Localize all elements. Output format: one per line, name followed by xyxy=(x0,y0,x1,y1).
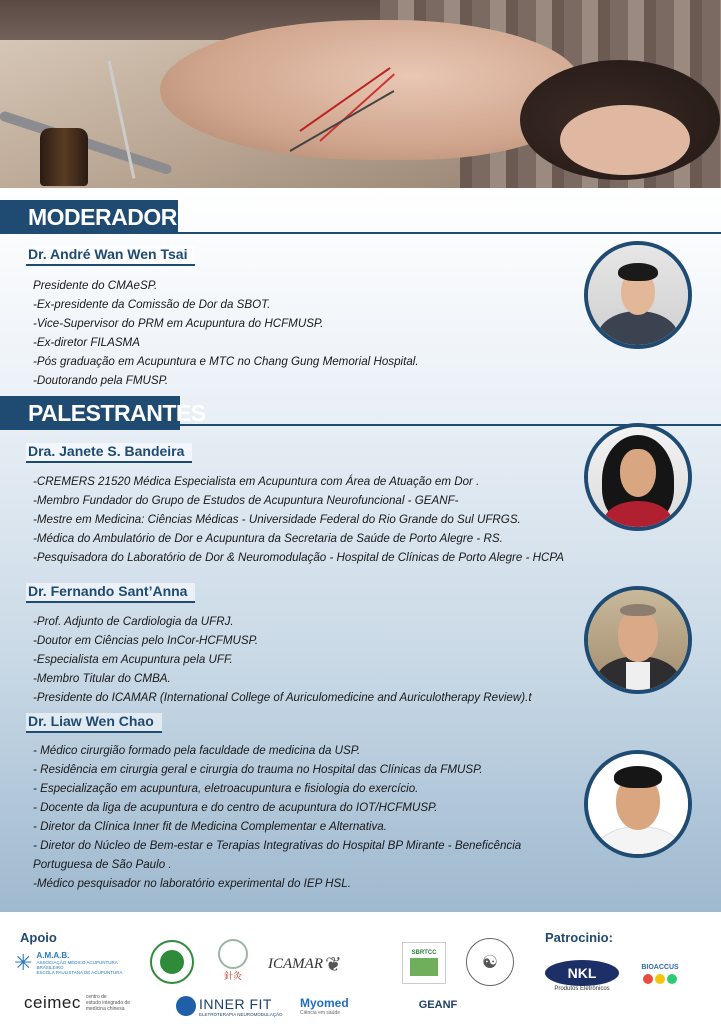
moderator-name: Dr. André Wan Wen Tsai xyxy=(26,246,195,266)
bio-line: - Especialização em acupuntura, eletroacupuntura e fisiologia do exercício. xyxy=(33,782,419,795)
bio-line: -CREMERS 21520 Médica Especialista em Acupuntura com Área de Atuação em Dor . xyxy=(33,475,480,488)
sbrtcc-logo: SBRTCC xyxy=(402,942,446,984)
moderator-bio xyxy=(33,276,419,390)
bio-line: -Membro Titular do CMBA. xyxy=(33,672,171,685)
chinese-characters: 針灸 xyxy=(223,970,242,981)
star-icon: ✳ xyxy=(14,950,33,975)
bio-line: -Prof. Adjunto de Cardiologia da UFRJ. xyxy=(33,615,234,628)
support-label: Apoio xyxy=(20,930,57,945)
speaker-name: Dra. Janete S. Bandeira xyxy=(26,443,192,463)
nkl-logo: NKL Produtos Eletrônicos xyxy=(542,956,622,996)
geanf-logo: GEANF xyxy=(418,999,458,1011)
patient-back xyxy=(160,20,580,160)
bio-line: -Ex-diretor FILASMA xyxy=(33,336,140,349)
speaker-bio xyxy=(33,612,532,707)
bio-line: -Mestre em Medicina: Ciências Médicas - Universidade Federal do Rio Grande do Sul UFRGS. xyxy=(33,513,521,526)
bio-line: - Docente da liga de acupuntura e do centro de acupuntura do IOT/HCFMUSP. xyxy=(33,801,438,814)
hands-icon: ☯ xyxy=(481,951,499,972)
moderator-portrait xyxy=(584,241,692,349)
innerfit-logo: INNER FIT ELETROTERAPIA NEUROMODULAÇÃO xyxy=(176,994,292,1018)
bio-line: -Ex-presidente da Comissão de Dor da SBOT. xyxy=(33,298,271,311)
amab-logo: ✳ A.M.A.B. ASSOCIAÇÃO MÉDICO ACUPUNTURA BRASILEIRO ESCOLA PAULISTANA DE ACUPUNTURA xyxy=(14,950,123,975)
speaker-bio xyxy=(33,741,521,893)
bio-line: - Residência em cirurgia geral e cirurgia do trauma no Hospital das Clínicas da FMUSP. xyxy=(33,763,483,776)
chinese-logo xyxy=(215,936,251,984)
patient-face xyxy=(560,105,690,175)
bio-line: -Membro Fundador do Grupo de Estudos de Acupuntura Neurofuncional - GEANF- xyxy=(33,494,459,507)
speaker-portrait xyxy=(584,586,692,694)
hero-photo xyxy=(0,0,721,188)
speaker-name: Dr. Liaw Wen Chao xyxy=(26,713,162,733)
footer xyxy=(0,912,721,1024)
bio-line: Portuguesa de São Paulo . xyxy=(33,858,172,871)
bio-line: -Especialista em Acupuntura pela UFF. xyxy=(33,653,233,666)
bio-line: -Médica do Ambulatório de Dor e Acupuntura da Secretaria de Saúde de Porto Alegre - RS. xyxy=(33,532,503,545)
bio-line: -Presidente do ICAMAR (International College of Auriculomedicine and Auriculotherapy Review).t xyxy=(33,691,532,704)
bio-line: -Vice-Supervisor do PRM em Acupuntura do HCFMUSP. xyxy=(33,317,324,330)
icamar-logo: ICAMAR ❦ xyxy=(268,953,342,976)
myomed-logo: Myomed Ciência em saúde xyxy=(300,996,349,1016)
bioaccus-logo: BIOACCUS xyxy=(632,950,688,998)
section-title-speakers: PALESTRANTES xyxy=(0,396,180,430)
bio-line: - Diretor da Clínica Inner fit de Medicina Complementar e Alternativa. xyxy=(33,820,387,833)
bio-line: -Doutor em Ciências pelo InCor-HCFMUSP. xyxy=(33,634,259,647)
ear-icon: ❦ xyxy=(324,953,342,976)
sponsor-label: Patrocinio: xyxy=(545,930,613,945)
bio-line: -Doutorando pela FMUSP. xyxy=(33,374,169,387)
bio-line: -Médico pesquisador no laboratório experimental do IEP HSL. xyxy=(33,877,351,890)
bio-line: - Médico cirurgião formado pela faculdade de medicina da USP. xyxy=(33,744,361,757)
bio-line: -Pesquisadora do Laboratório de Dor & Neuromodulação - Hospital de Clínicas de Porto Alegre - HCPA xyxy=(33,551,565,564)
ceimec-logo: ceimec centro de estudo integrado de medicina chinesa xyxy=(24,993,131,1012)
seal-logo xyxy=(150,940,194,984)
speaker-portrait xyxy=(584,423,692,531)
speaker-bio xyxy=(33,472,564,567)
bottle xyxy=(40,128,88,186)
speaker-name: Dr. Fernando Sant’Anna xyxy=(26,583,195,603)
bio-line: Presidente do CMAeSP. xyxy=(33,279,158,292)
section-title-moderator: MODERADOR xyxy=(0,200,178,234)
bio-line: - Diretor do Núcleo de Bem-estar e Terapias Integrativas do Hospital BP Mirante - Beneficência xyxy=(33,839,522,852)
speaker-portrait xyxy=(584,750,692,858)
bio-line: -Pós graduação em Acupuntura e MTC no Chang Gung Memorial Hospital. xyxy=(33,355,419,368)
circle-logo xyxy=(466,938,514,986)
